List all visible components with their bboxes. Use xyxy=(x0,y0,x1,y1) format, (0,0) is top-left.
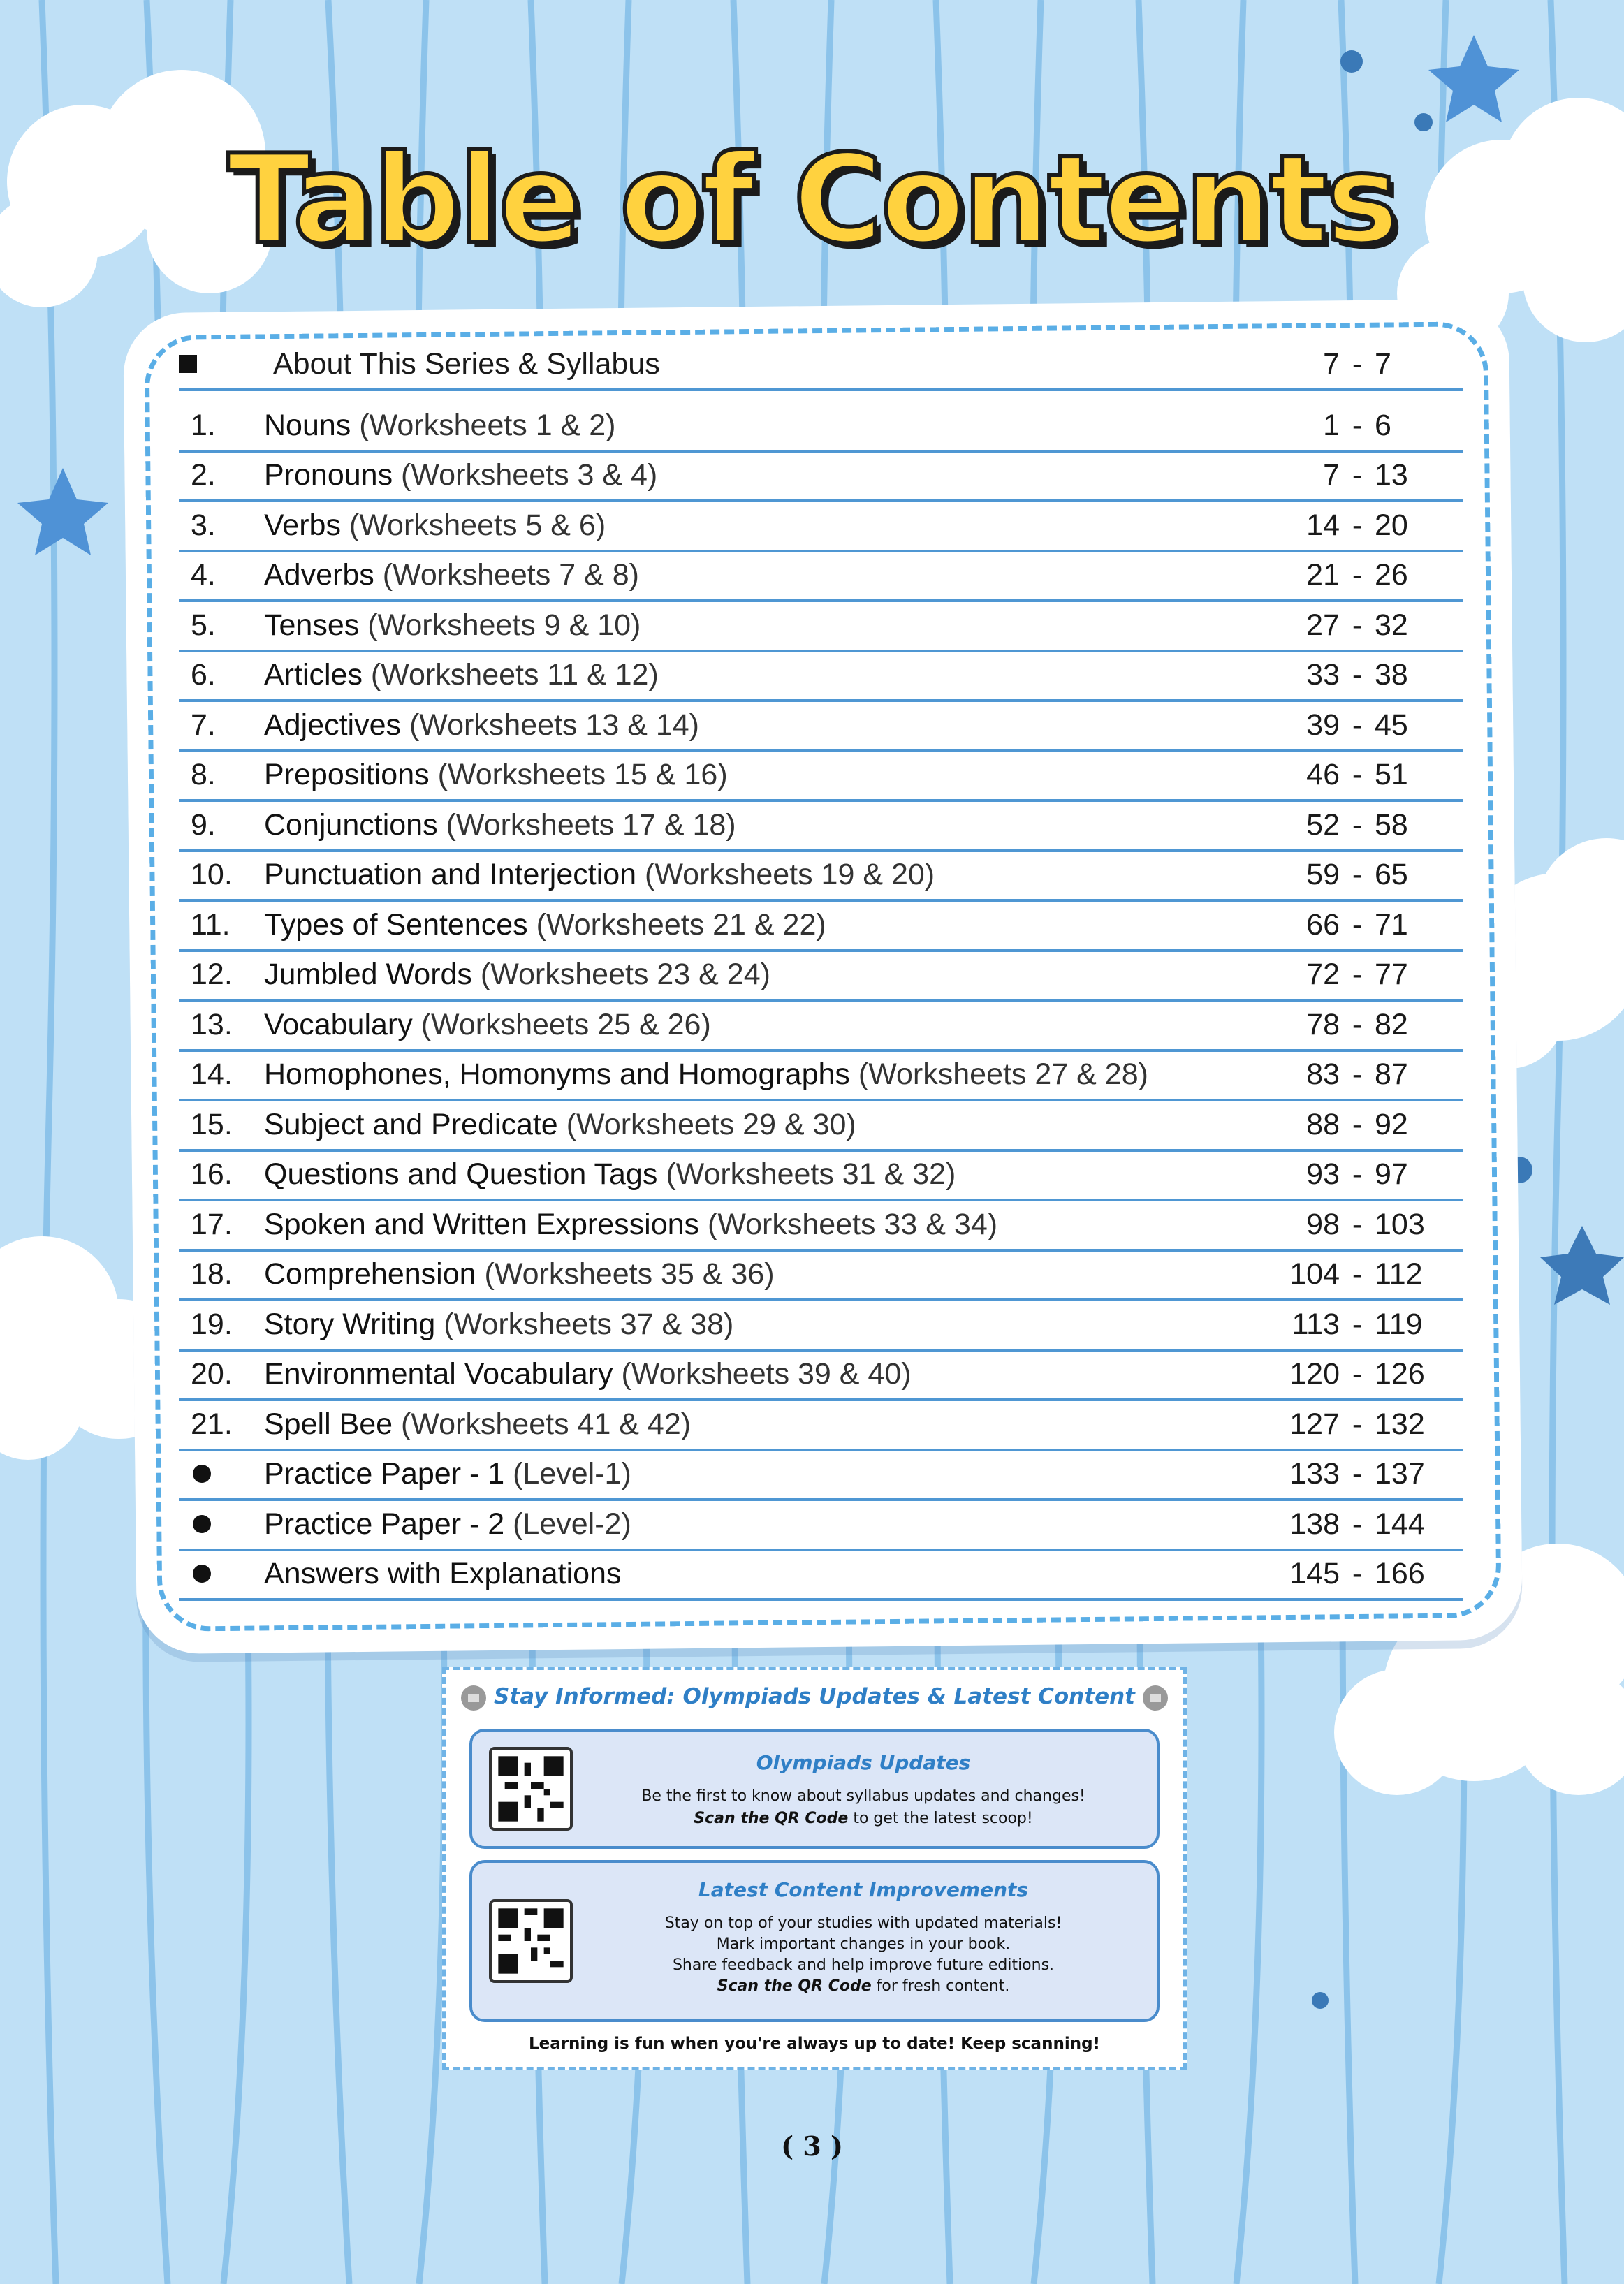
toc-row-pages: 138 - 144 xyxy=(1289,1507,1425,1541)
toc-row[interactable] xyxy=(179,1201,1463,1252)
toc-row-label: About This Series & Syllabus xyxy=(273,347,660,381)
toc-row-number: 8. xyxy=(191,758,216,791)
toc-row-number: 19. xyxy=(191,1307,233,1341)
toc-row[interactable] xyxy=(179,652,1463,703)
qr-code-icon[interactable] xyxy=(489,1899,573,1983)
toc-row-label: Environmental Vocabulary (Worksheets 39 & 40) xyxy=(264,1357,912,1391)
toc-row-number: 15. xyxy=(191,1107,233,1141)
toc-row-label: Comprehension (Worksheets 35 & 36) xyxy=(264,1257,775,1291)
toc-row-pages: 52 - 58 xyxy=(1306,807,1408,842)
toc-row[interactable] xyxy=(179,1002,1463,1052)
qr-code-icon[interactable] xyxy=(489,1747,573,1831)
toc-row-number: 10. xyxy=(191,858,233,891)
toc-row-pages: 1 - 6 xyxy=(1323,408,1391,442)
panel-line: Share feedback and help improve future editions. xyxy=(672,1956,1055,1974)
toc-row-pages: 104 - 112 xyxy=(1289,1257,1423,1291)
toc-row-pages: 27 - 32 xyxy=(1306,608,1408,642)
toc-row-pages: 39 - 45 xyxy=(1306,708,1408,742)
panel-heading: Olympiads Updates xyxy=(756,1751,971,1774)
toc-row-pages: 93 - 97 xyxy=(1306,1157,1408,1191)
toc-row-pages: 133 - 137 xyxy=(1289,1457,1425,1491)
toc-row-label: Vocabulary (Worksheets 25 & 26) xyxy=(264,1007,711,1041)
toc-row-label: Practice Paper - 2 (Level-2) xyxy=(264,1507,631,1541)
toc-row-pages: 145 - 166 xyxy=(1289,1557,1425,1590)
round-bullet-icon xyxy=(193,1565,211,1583)
toc-row-label: Conjunctions (Worksheets 17 & 18) xyxy=(264,807,736,842)
toc-row-pages: 78 - 82 xyxy=(1306,1007,1408,1041)
toc-row-pages: 66 - 71 xyxy=(1306,907,1408,942)
toc-row-number: 9. xyxy=(191,807,216,842)
toc-row[interactable] xyxy=(179,402,1463,453)
toc-row-label: Jumbled Words (Worksheets 23 & 24) xyxy=(264,958,770,991)
toc-row[interactable] xyxy=(179,802,1463,852)
toc-row-number: 14. xyxy=(191,1057,233,1091)
toc-row-label: Practice Paper - 1 (Level-1) xyxy=(264,1457,631,1491)
toc-row-label: Types of Sentences (Worksheets 21 & 22) xyxy=(264,907,826,942)
toc-row-label: Spoken and Written Expressions (Worksheets 33 & 34) xyxy=(264,1207,998,1241)
toc-row-pages: 46 - 51 xyxy=(1306,758,1408,791)
toc-row-number: 3. xyxy=(191,508,216,542)
toc-row[interactable] xyxy=(179,453,1463,503)
toc-row-pages: 113 - 119 xyxy=(1292,1307,1423,1341)
toc-row-label: Articles (Worksheets 11 & 12) xyxy=(264,658,659,691)
toc-row-label: Adverbs (Worksheets 7 & 8) xyxy=(264,558,639,592)
toc-row[interactable] xyxy=(179,1252,1463,1302)
toc-row-about-series[interactable] xyxy=(179,341,1463,391)
panel-line: Be the first to know about syllabus updates and changes! xyxy=(641,1787,1085,1805)
toc-row-pages: 127 - 132 xyxy=(1289,1407,1425,1441)
toc-row-number: 1. xyxy=(191,408,216,442)
toc-row-number: 4. xyxy=(191,558,216,592)
round-bullet-icon xyxy=(193,1465,211,1483)
toc-row-pages: 59 - 65 xyxy=(1306,858,1408,891)
info-box-title: Stay Informed: Olympiads Updates & Latest Content xyxy=(494,1684,1135,1709)
info-box-footer: Learning is fun when you're always up to date! Keep scanning! xyxy=(528,2035,1101,2053)
toc-row-number: 17. xyxy=(191,1207,233,1241)
toc-row[interactable] xyxy=(179,752,1463,803)
toc-row-label: Answers with Explanations xyxy=(264,1557,622,1590)
toc-row-label: Pronouns (Worksheets 3 & 4) xyxy=(264,458,658,492)
toc-row-number: 18. xyxy=(191,1257,233,1291)
toc-row[interactable] xyxy=(179,902,1463,952)
toc-row-number: 11. xyxy=(191,907,231,942)
toc-row-label: Story Writing (Worksheets 37 & 38) xyxy=(264,1307,734,1341)
toc-row-number: 20. xyxy=(191,1357,233,1391)
toc-row-label: Verbs (Worksheets 5 & 6) xyxy=(264,508,606,542)
toc-row[interactable] xyxy=(179,602,1463,652)
toc-row[interactable] xyxy=(179,852,1463,902)
panel-heading: Latest Content Improvements xyxy=(698,1878,1029,1901)
toc-row[interactable] xyxy=(179,1551,1463,1602)
toc-row-label: Subject and Predicate (Worksheets 29 & 30) xyxy=(264,1107,856,1141)
toc-row-number: 16. xyxy=(191,1157,233,1191)
toc-row-number: 21. xyxy=(191,1407,233,1441)
toc-row-label: Punctuation and Interjection (Worksheets 19 & 20) xyxy=(264,858,935,891)
toc-row[interactable] xyxy=(179,952,1463,1002)
olympiads-updates-panel xyxy=(469,1729,1160,1849)
toc-row-number: 12. xyxy=(191,958,233,991)
toc-row-label: Spell Bee (Worksheets 41 & 42) xyxy=(264,1407,692,1441)
toc-row-pages: 7 - 13 xyxy=(1323,458,1408,492)
toc-row[interactable] xyxy=(179,552,1463,603)
toc-row[interactable] xyxy=(179,1052,1463,1102)
panel-line: Stay on top of your studies with updated materials! xyxy=(664,1915,1062,1932)
panel-line: Scan the QR Code for fresh content. xyxy=(717,1977,1010,1995)
latest-content-panel xyxy=(469,1860,1160,2022)
toc-row-pages: 83 - 87 xyxy=(1306,1057,1408,1091)
toc-row-number: 5. xyxy=(191,608,216,642)
toc-row[interactable] xyxy=(179,1401,1463,1451)
table-of-contents xyxy=(179,341,1463,1601)
toc-row-pages: 14 - 20 xyxy=(1306,508,1408,542)
toc-row-label: Homophones, Homonyms and Homographs (Worksheets 27 & 28) xyxy=(264,1057,1148,1091)
toc-row-number: 7. xyxy=(191,708,216,742)
toc-row[interactable] xyxy=(179,702,1463,752)
toc-row-label: Questions and Question Tags (Worksheets 31 & 32) xyxy=(264,1157,956,1191)
toc-row[interactable] xyxy=(179,1352,1463,1402)
square-bullet-icon xyxy=(179,355,197,373)
toc-row-pages: 72 - 77 xyxy=(1306,958,1408,991)
toc-row-pages: 98 - 103 xyxy=(1306,1207,1425,1241)
toc-row-label: Nouns (Worksheets 1 & 2) xyxy=(264,408,616,442)
robot-icon xyxy=(1134,1677,1176,1719)
toc-row[interactable] xyxy=(179,502,1463,552)
toc-row-label: Prepositions (Worksheets 15 & 16) xyxy=(264,758,728,791)
stay-informed-box xyxy=(442,1667,1187,2070)
round-bullet-icon xyxy=(193,1515,211,1533)
panel-line: Mark important changes in your book. xyxy=(716,1935,1011,1953)
toc-row-pages: 88 - 92 xyxy=(1306,1107,1408,1141)
toc-row-number: 6. xyxy=(191,658,216,691)
toc-row-pages: 33 - 38 xyxy=(1306,658,1408,691)
toc-row-pages: 21 - 26 xyxy=(1306,558,1408,592)
toc-row-number: 2. xyxy=(191,458,216,492)
page-title: Table of Contents xyxy=(227,129,1397,271)
toc-row[interactable] xyxy=(179,1301,1463,1352)
toc-row[interactable] xyxy=(179,1152,1463,1202)
toc-row[interactable] xyxy=(179,1501,1463,1551)
panel-line: Scan the QR Code to get the latest scoop! xyxy=(694,1810,1033,1827)
toc-row[interactable] xyxy=(179,1451,1463,1502)
toc-row-pages: 7 - 7 xyxy=(1323,347,1391,381)
page-number: ( 3 ) xyxy=(781,2130,843,2162)
toc-row-label: Tenses (Worksheets 9 & 10) xyxy=(264,608,641,642)
toc-row-pages: 120 - 126 xyxy=(1289,1357,1425,1391)
toc-row[interactable] xyxy=(179,1101,1463,1152)
toc-row-label: Adjectives (Worksheets 13 & 14) xyxy=(264,708,699,742)
toc-row-number: 13. xyxy=(191,1007,233,1041)
